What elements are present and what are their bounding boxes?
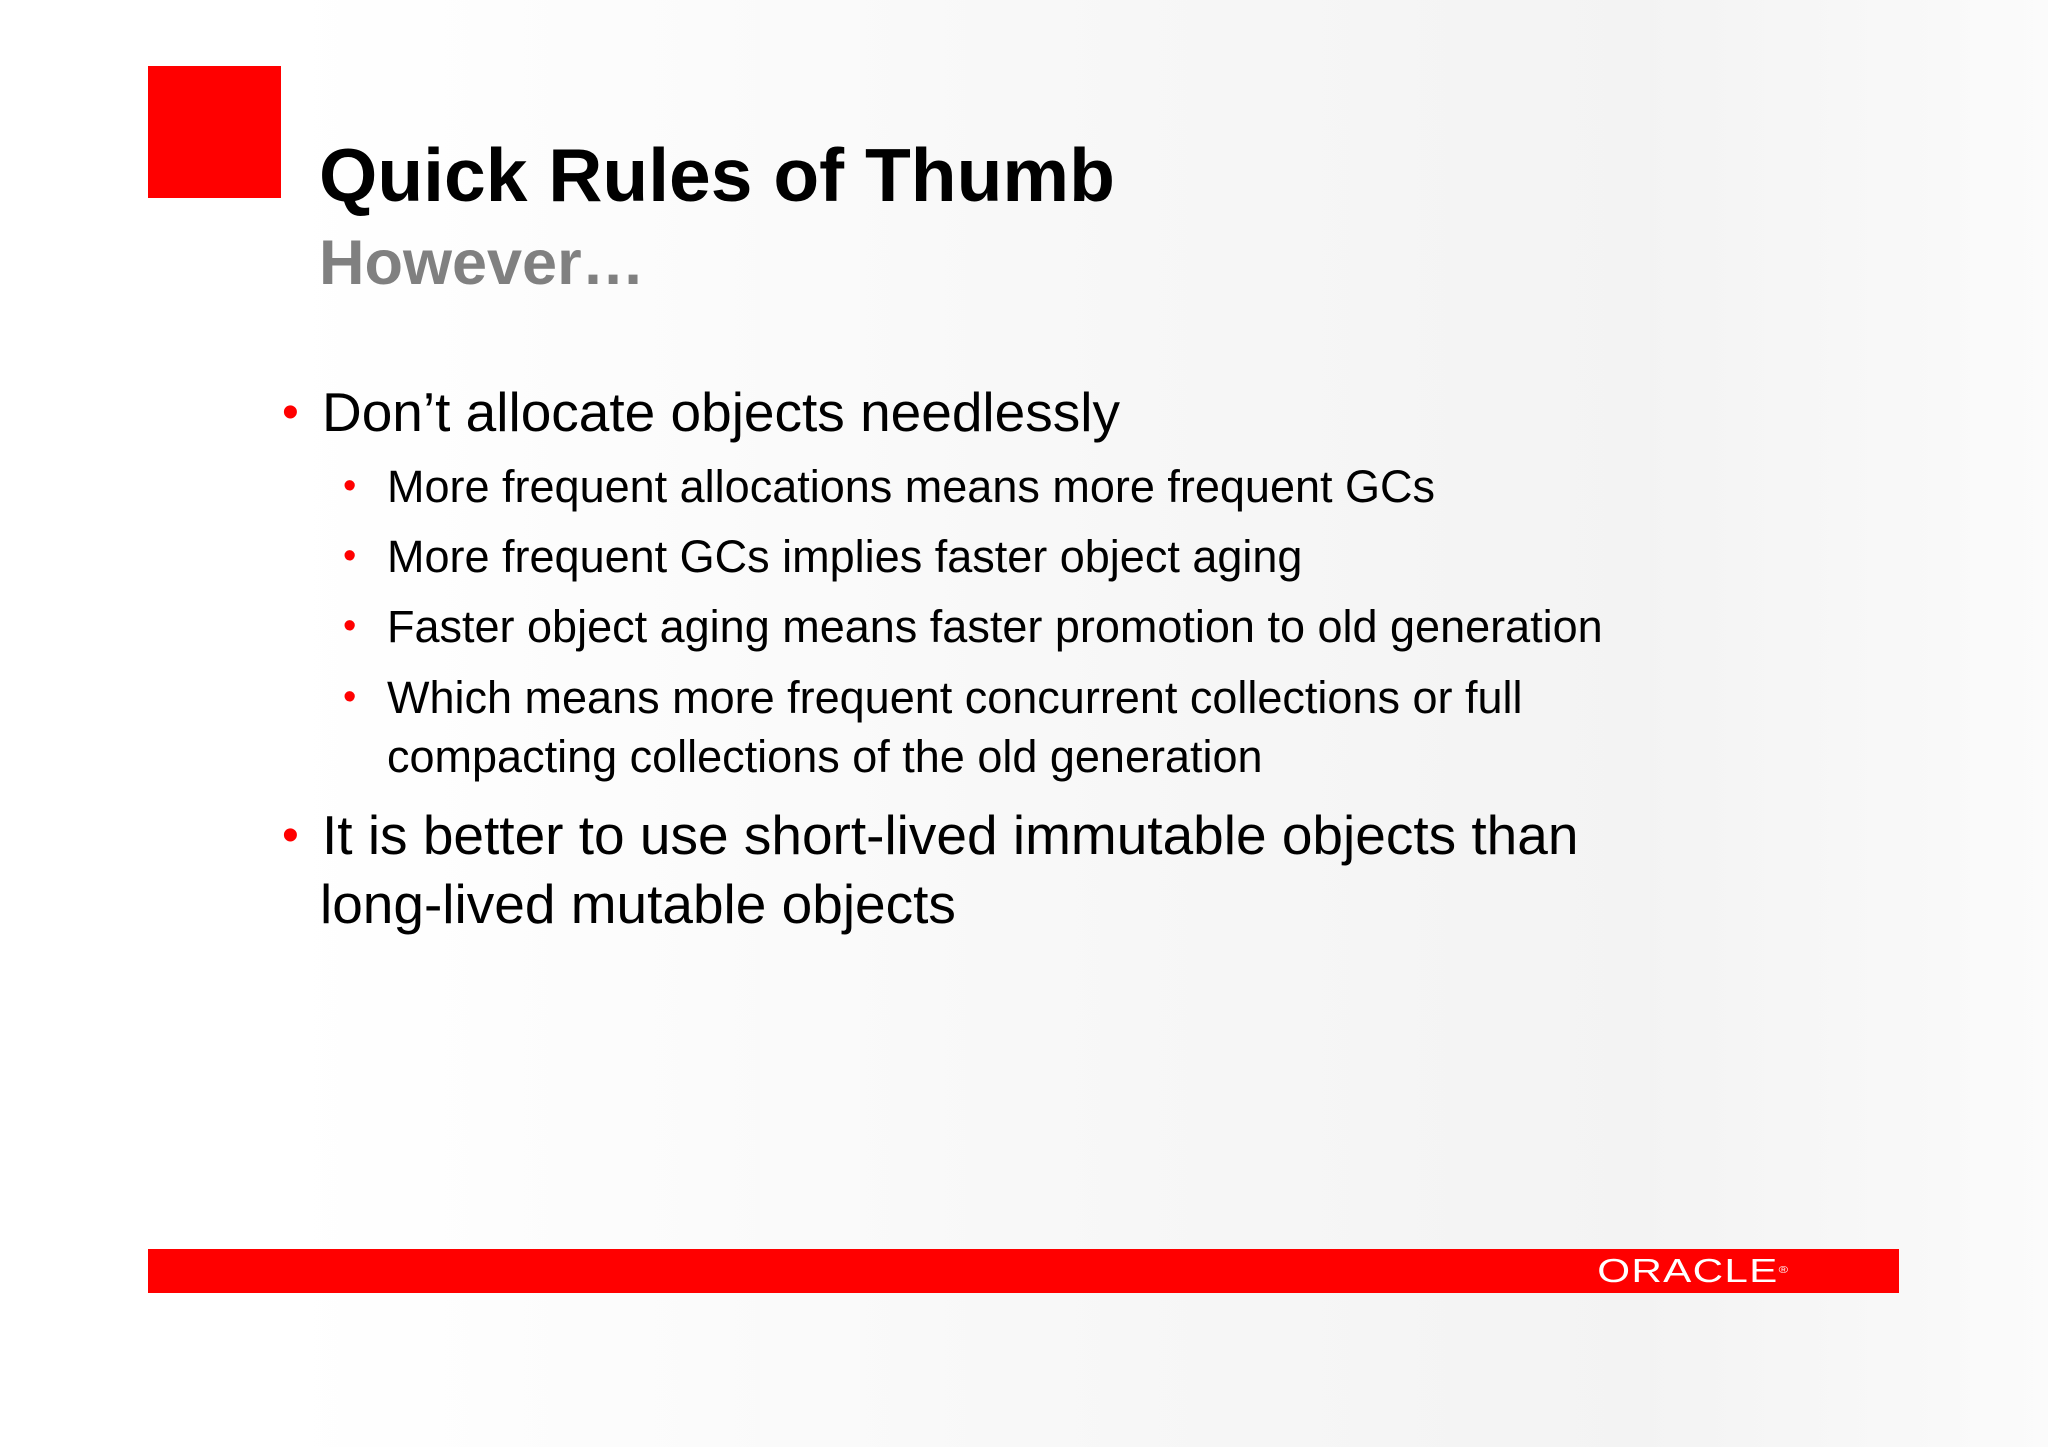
logo-text: ORACLE	[1597, 1252, 1779, 1289]
sub-bullet-text: Which means more frequent concurrent collections or full	[387, 672, 1523, 723]
sub-bullet-text: Faster object aging means faster promotion to old generation	[387, 601, 1603, 652]
registered-mark-icon: ®	[1778, 1265, 1788, 1276]
sub-bullet-text: More frequent GCs implies faster object aging	[387, 531, 1303, 582]
bullet-text: long-lived mutable objects	[320, 873, 956, 935]
sub-bullet-text: More frequent allocations means more frequent GCs	[387, 461, 1436, 512]
bullet-icon: •	[343, 676, 357, 718]
slide-subtitle: However…	[319, 228, 645, 298]
bullet-icon: •	[282, 386, 299, 439]
footer-bar	[148, 1249, 1899, 1293]
bullet-icon: •	[282, 809, 299, 862]
bullet-icon: •	[343, 605, 357, 647]
sub-bullet-text: compacting collections of the old generation	[387, 731, 1263, 782]
bullet-icon: •	[343, 465, 357, 507]
oracle-logo	[1597, 1252, 1788, 1290]
bullet-text: Don’t allocate objects needlessly	[322, 381, 1120, 443]
bullet-text: It is better to use short-lived immutable objects than	[322, 804, 1579, 866]
slide-title: Quick Rules of Thumb	[319, 133, 1115, 217]
bullet-icon: •	[343, 535, 357, 577]
